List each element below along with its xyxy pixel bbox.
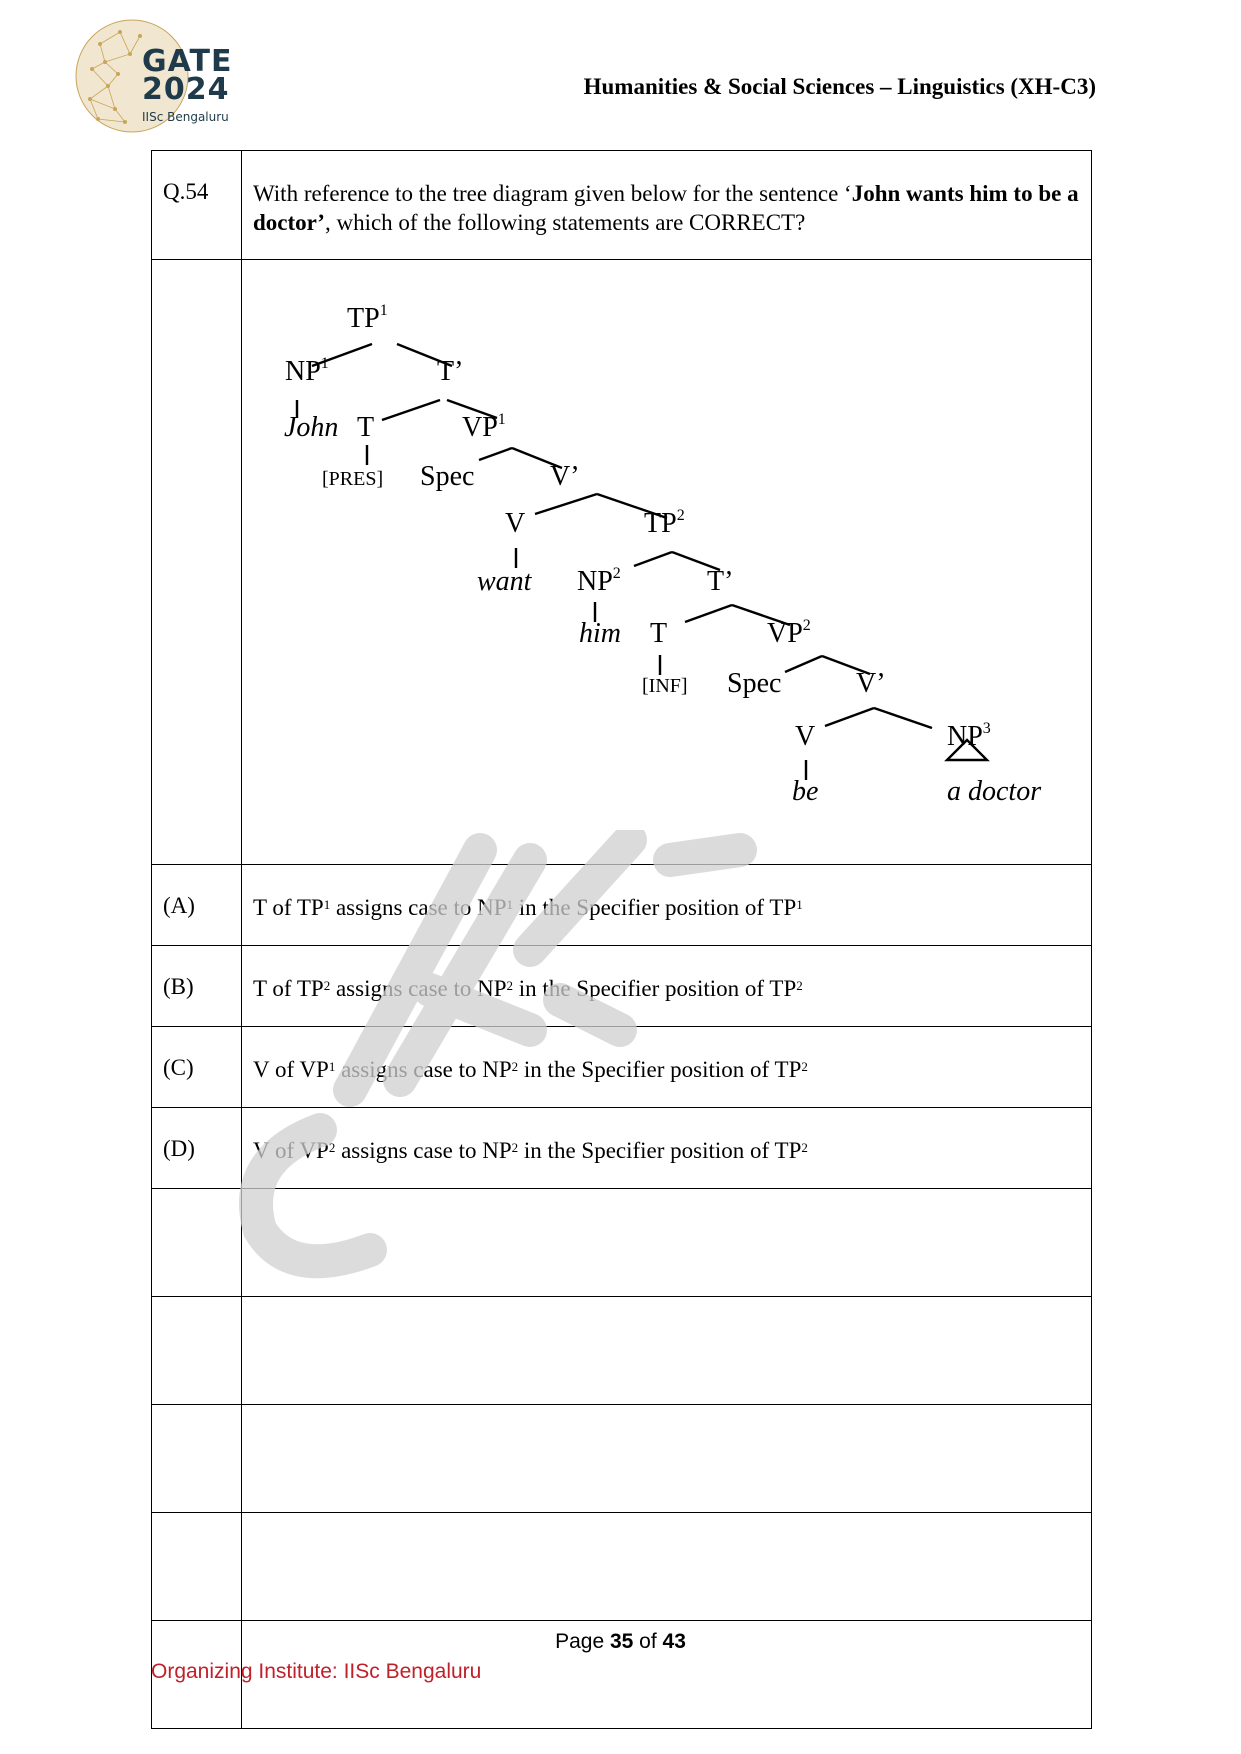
empty-row — [152, 1405, 1092, 1513]
node-np3: $NP^3$ — [947, 720, 991, 752]
diagram-number-cell — [152, 260, 242, 865]
leaf-be: be — [792, 776, 819, 807]
question-row — [152, 151, 1092, 260]
option-label: (D) — [152, 1108, 242, 1189]
option-text: T of $TP^2$ assigns case to $NP^2$ in the Specifier position of $TP^2$ — [242, 946, 1092, 1027]
branch — [685, 605, 732, 622]
question-table — [151, 150, 1092, 1729]
syntax-tree — [242, 260, 1082, 857]
empty-cell — [152, 1189, 242, 1297]
branch — [874, 708, 932, 728]
empty-cell — [242, 1405, 1092, 1513]
leaf-inf: [INF] — [642, 675, 688, 697]
node-spec1: Spec — [420, 461, 475, 492]
tree-branches — [297, 344, 932, 780]
empty-cell — [242, 1513, 1092, 1621]
logo-year-text: 2024 — [142, 72, 230, 107]
option-text: V of $VP^1$ assigns case to $NP^2$ in the Specifier position of $TP^2$ — [242, 1027, 1092, 1108]
empty-row — [152, 1513, 1092, 1621]
logo-institute-text: IISc Bengaluru — [142, 110, 229, 124]
node-t2: T — [650, 618, 668, 649]
node-v2bar: V’ — [856, 668, 886, 699]
option-row-c — [152, 1027, 1092, 1108]
node-v2: V — [795, 721, 816, 752]
branch — [825, 708, 874, 726]
node-t1: T — [357, 412, 375, 443]
empty-cell — [152, 1297, 242, 1405]
node-t2bar: T’ — [707, 566, 734, 597]
node-v1: V — [505, 508, 526, 539]
logo-gate-text: GATE — [142, 44, 233, 79]
empty-row — [152, 1297, 1092, 1405]
option-label: (B) — [152, 946, 242, 1027]
option-text: T of $TP^1$ assigns case to $NP^1$ in the Specifier position of $TP^1$ — [242, 865, 1092, 946]
branch — [785, 656, 822, 672]
diagram-row — [152, 260, 1092, 865]
node-vp1: $VP^1$ — [462, 411, 506, 443]
question-text-before: With reference to the tree diagram given below for the sentence ‘ — [253, 181, 852, 206]
leaf-john: John — [284, 412, 339, 443]
branch — [634, 552, 672, 566]
node-tp1: $TP^1$ — [347, 302, 388, 334]
branch — [535, 494, 597, 514]
node-t1bar: T’ — [437, 356, 464, 387]
branch — [479, 448, 512, 460]
option-row-d — [152, 1108, 1092, 1189]
diagram-cell — [242, 260, 1092, 865]
empty-cell — [152, 1405, 242, 1513]
leaf-pres: [PRES] — [322, 468, 384, 490]
empty-cell — [242, 1189, 1092, 1297]
leaf-him: him — [579, 618, 621, 649]
node-spec2: Spec — [727, 668, 782, 699]
empty-row — [152, 1189, 1092, 1297]
node-vp2: $VP^2$ — [767, 617, 811, 649]
empty-cell — [242, 1297, 1092, 1405]
branch — [382, 400, 440, 420]
option-text: V of $VP^2$ assigns case to $NP^2$ in the Specifier position of $TP^2$ — [242, 1108, 1092, 1189]
leaf-a-doctor: a doctor — [947, 776, 1042, 807]
organizing-institute: Organizing Institute: IISc Bengaluru — [151, 1660, 482, 1683]
empty-cell — [152, 1513, 242, 1621]
option-row-a — [152, 865, 1092, 946]
leaf-want: want — [477, 566, 532, 597]
node-np1: $NP^1$ — [285, 355, 329, 387]
node-np2: $NP^2$ — [577, 565, 621, 597]
question-text — [242, 151, 1092, 260]
document-header: Humanities & Social Sciences – Linguistics (XH-C3) — [583, 74, 1096, 99]
option-label: (A) — [152, 865, 242, 946]
page-number: Page 35 of 43 — [555, 1630, 686, 1653]
option-row-b — [152, 946, 1092, 1027]
node-tp2: $TP^2$ — [644, 507, 685, 539]
option-label: (C) — [152, 1027, 242, 1108]
gate-logo — [70, 14, 233, 136]
question-text-after: , which of the following statements are CORRECT? — [324, 210, 806, 235]
node-v1bar: V’ — [550, 461, 580, 492]
question-sentence: John wants him to be a doctor’ — [253, 181, 1079, 235]
question-number: Q.54 — [152, 151, 242, 260]
